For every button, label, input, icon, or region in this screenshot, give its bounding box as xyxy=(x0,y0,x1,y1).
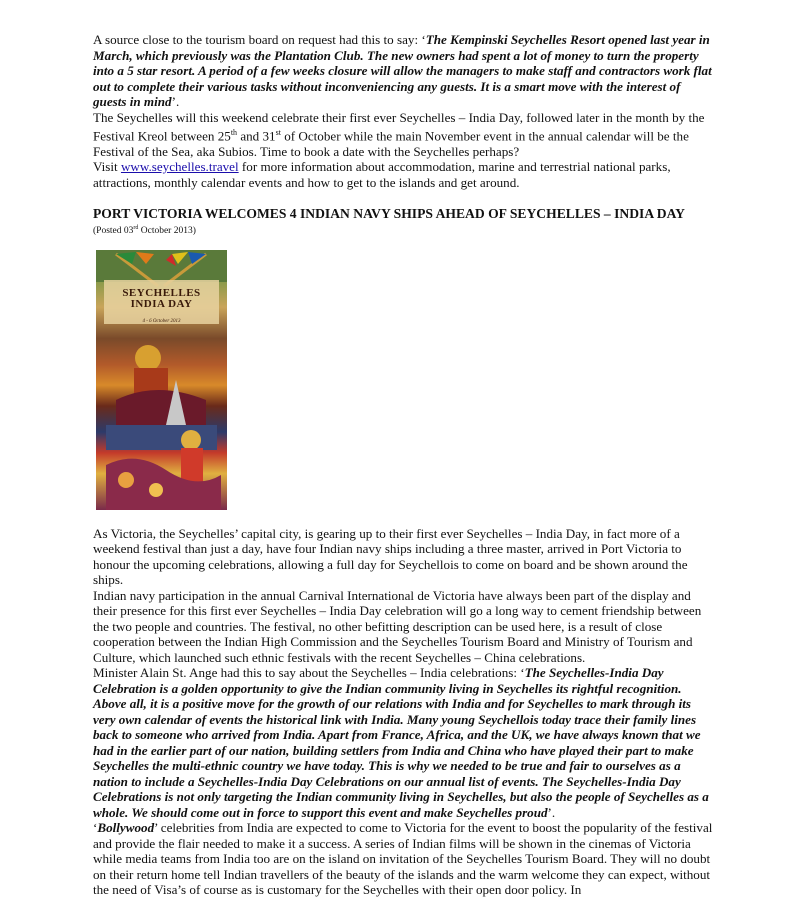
intro-lead-text: A source close to the tourism board on request had this to say: ‘ xyxy=(93,32,426,47)
document-page xyxy=(93,32,713,898)
article-paragraph-3 xyxy=(93,665,713,820)
quote-open: ‘ xyxy=(93,820,98,836)
article-headline: PORT VICTORIA WELCOMES 4 INDIAN NAVY SHIPS AHEAD OF SEYCHELLES – INDIA DAY xyxy=(93,206,685,222)
festival-text-c: of October while the main November event in the annual calendar will be the Festival of the Sea, aka Subios. Time to book a date with the Seychelles perhaps? xyxy=(93,128,689,159)
ordinal-suffix: st xyxy=(275,128,281,137)
poster-dates: 4 - 6 October 2013 xyxy=(142,318,181,324)
seychelles-travel-link[interactable]: www.seychelles.travel xyxy=(120,159,239,175)
seychelles-india-day-poster xyxy=(96,250,227,510)
ordinal-suffix: th xyxy=(230,128,238,137)
posted-date xyxy=(93,222,713,237)
bollywood-term: Bollywood xyxy=(97,820,155,836)
festival-text-b: and 31 xyxy=(237,128,276,144)
festival-text-a: The Seychelles will this weekend celebrate their first ever Seychelles – India Day, followed later in the month by the Festival Kreol between 25 xyxy=(93,109,705,144)
poster-title xyxy=(96,288,227,310)
article-paragraph-2: Indian navy participation in the annual Carnival International de Victoria have always been part of the display and their presence for this first ever Seychelles – India Day celebration will go a long way to cement friendship between the two people and countries. The festival, no other befitting description can be used here, is a result of close cooperation between the Indian High Commission and the Seychelles Tourism Board and Ministry of Tourism and Culture, which launched such ethnic festivals with the recent Seychelles – China celebrations. xyxy=(93,587,702,665)
visit-text: Visit xyxy=(93,159,121,175)
posted-prefix: (Posted 03 xyxy=(93,226,134,237)
quote-close: ’. xyxy=(171,94,180,109)
poster-title-line-2: INDIA DAY xyxy=(130,297,193,310)
quote-close: ’. xyxy=(547,804,556,820)
article-paragraph-1: As Victoria, the Seychelles’ capital city, is gearing up to their first ever Seychelles – India Day, in fact more of a weekend festival than just a day, have four Indian navy ships including a three master, arrived in Port Victoria to honour the upcoming celebrations, allowing a full day for Seychellois to come on board and be shown around the ships. xyxy=(93,525,688,588)
bollywood-text: ’ celebrities from India are expected to come to Victoria for the event to boost the popularity of the festival and provide the flair needed to make it a success. A series of Indian films will be shown in the cinemas of Victoria while media teams from India too are on the island on invitation of the Seychelles Tourism Board. They will no doubt on their return home tell Indian travellers of the beauty of the islands and the warm welcome they can expect, without the need of Visa’s of course as is customary for the Seychelles with their open door policy. In xyxy=(93,820,713,898)
intro-paragraph-3 xyxy=(93,159,713,190)
ordinal-suffix: rd xyxy=(133,225,139,232)
intro-paragraph-2 xyxy=(93,110,713,160)
minister-lead: Minister Alain St. Ange had this to say about the Seychelles – India celebrations: ‘ xyxy=(93,665,525,681)
intro-paragraph-1 xyxy=(93,32,713,110)
visit-text-rest: for more information about accommodation, marine and terrestrial national parks, attractions, monthly calendar events and how to get to the islands and get around. xyxy=(93,159,671,190)
poster-title-line-1: SEYCHELLES xyxy=(122,286,201,299)
minister-quote: The Seychelles-India Day Celebration is a golden opportunity to give the Indian community living in Seychelles its rightful recognition. Above all, it is a positive move for the growth of our relations with India and for Seychelles to mark through its very own calendar of events the historical link with India. Many young Seychellois today trace their family lines back to someone who arrived from India. Apart from France, Africa, and the UK, we have always known that we had in the earlier part of our nation, building settlers from India and China who have played their part to make Seychelles the multi-ethnic country we have today. This is why we needed to be true and fair to ourselves as a nation to include a Seychelles-India Day Celebrations on our annual list of events. The Seychelles-India Day Celebrations is not only targeting the Indian community living in Seychelles, but also the people of Seychelles as a whole. We should come out in force to support this event and make Seychelles proud xyxy=(93,665,709,820)
posted-suffix: October 2013) xyxy=(138,226,196,237)
article-paragraph-4 xyxy=(93,820,713,898)
kempinski-quote: The Kempinski Seychelles Resort opened last year in March, which previously was the Plantation Club. The new owners had spent a lot of money to turn the property into a 5 star resort. A period of a few weeks closure will allow the managers to make staff and contractors work flat out to complete their various tasks without inconveniencing any guests. It is a smart move with the interest of guests in mind xyxy=(93,32,712,109)
